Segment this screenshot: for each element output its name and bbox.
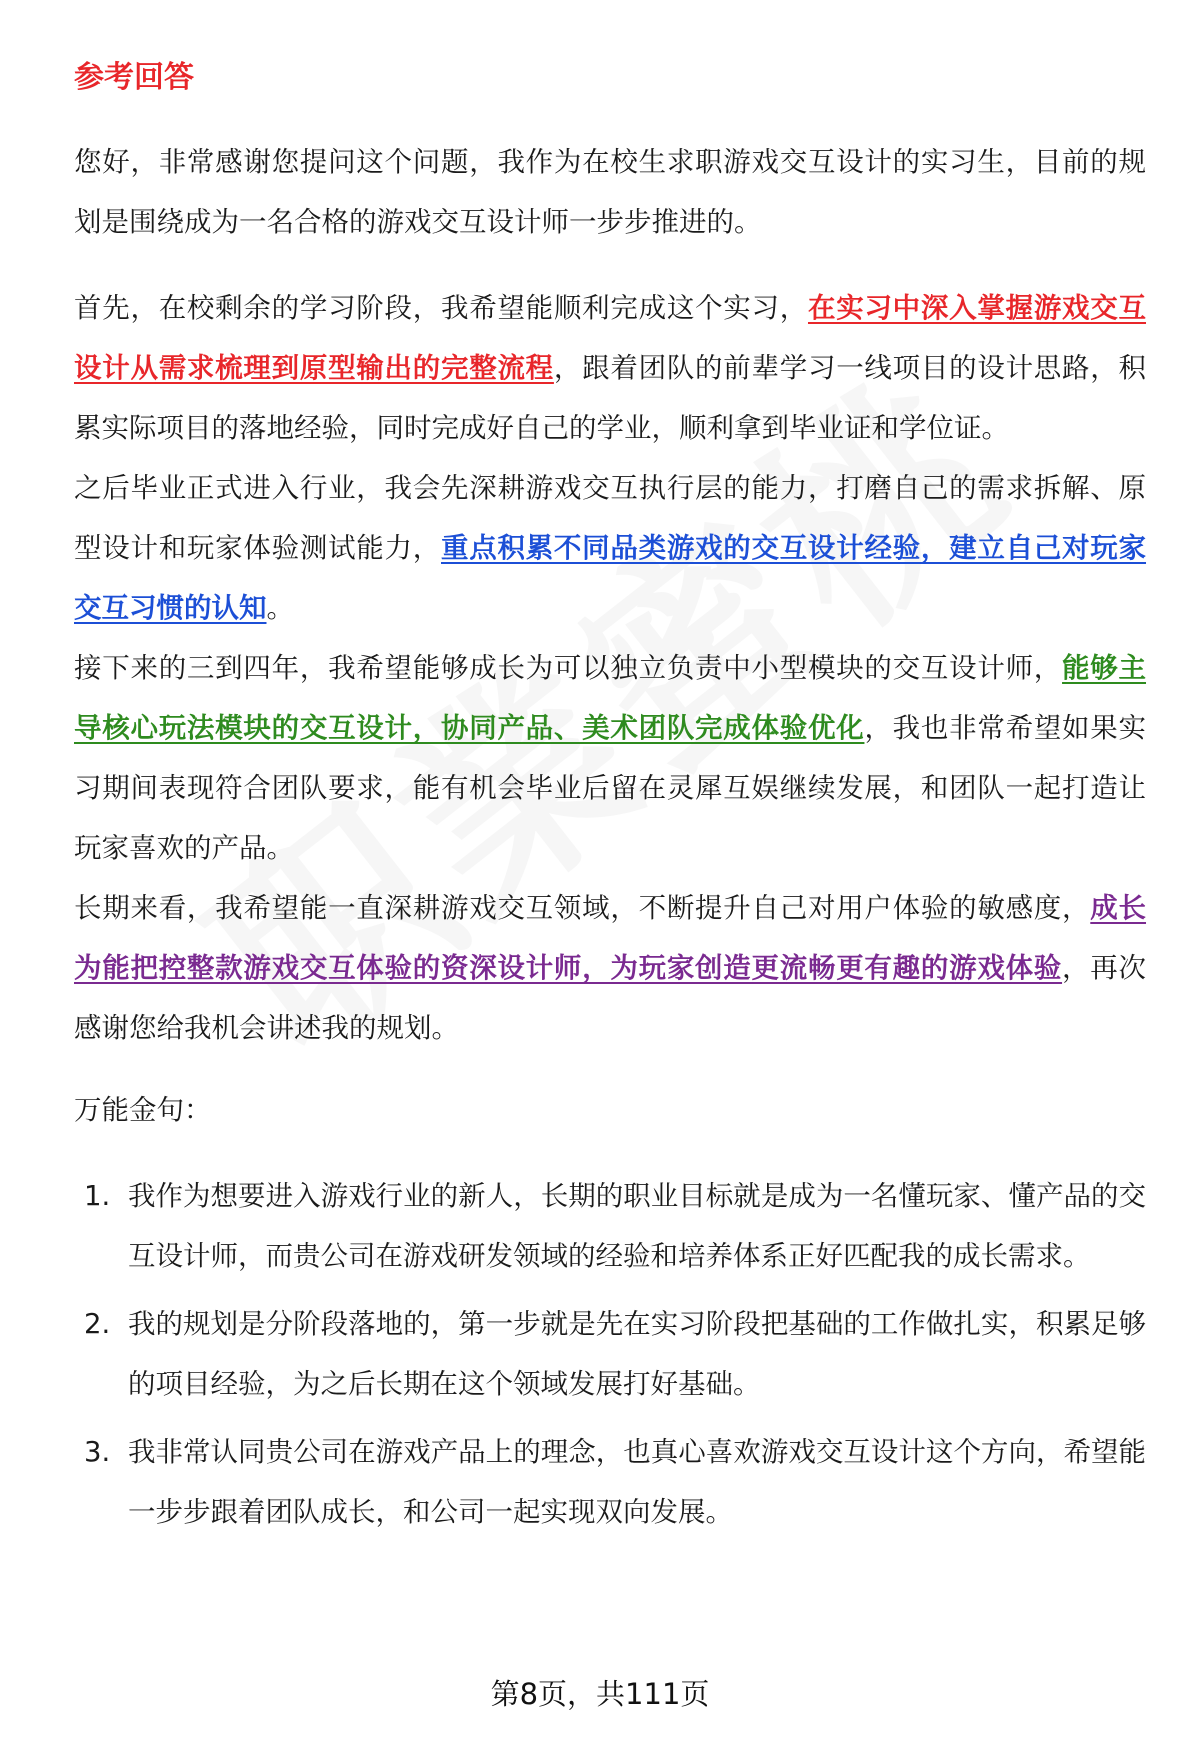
golden-sentences-list [74,1166,1146,1542]
list-number: 2. [84,1308,111,1340]
list-number: 1. [84,1180,111,1212]
paragraph-text: ，再次感谢您给我机会讲述我的规划。 [74,952,1147,1044]
list-number: 3. [84,1436,111,1468]
golden-sentences-label: 万能金句： [74,1094,212,1126]
list-text: 我作为想要进入游戏行业的新人，长期的职业目标就是成为一名懂玩家、懂产品的交互设计师，而贵公司在游戏研发领域的经验和培养体系正好匹配我的成长需求。 [128,1180,1146,1272]
list-text: 我的规划是分阶段落地的，第一步就是先在实习阶段把基础的工作做扎实，积累足够的项目经验，为之后长期在这个领域发展打好基础。 [128,1308,1146,1400]
paragraph-stage-school [74,278,1146,458]
highlight-purple: 成长为能把控整款游戏交互体验的资深设计师，为玩家创造更流畅更有趣的游戏体验 [74,892,1147,984]
paragraph-intro: 您好，非常感谢您提问这个问题，我作为在校生求职游戏交互设计的实习生，目前的规划是围绕成为一名合格的游戏交互设计师一步步推进的。 [74,146,1146,238]
paragraph-text: 首先，在校剩余的学习阶段，我希望能顺利完成这个实习， [74,292,808,324]
paragraph-stage-graduate [74,458,1146,638]
paragraph-text: 长期来看，我希望能一直深耕游戏交互领域，不断提升自己对用户体验的敏感度， [74,892,1091,924]
section-heading: 参考回答 [74,60,194,95]
document-content [74,56,1146,1550]
paragraph-stage-longterm [74,878,1146,1058]
list-item [74,1422,1146,1542]
highlight-red: 在实习中深入掌握游戏交互设计从需求梳理到原型输出的完整流程 [74,292,1147,384]
paragraph-stage-midterm [74,638,1146,878]
paragraph-text: ，跟着团队的前辈学习一线项目的设计思路，积累实际项目的落地经验，同时完成好自己的学业，顺利拿到毕业证和学位证。 [74,352,1146,444]
list-item [74,1294,1146,1414]
paragraph-text: 接下来的三到四年，我希望能够成长为可以独立负责中小型模块的交互设计师， [74,652,1063,684]
highlight-blue: 重点积累不同品类游戏的交互设计经验，建立自己对玩家交互习惯的认知 [74,532,1147,624]
paragraph-text: 。 [266,592,294,624]
paragraph-text: ，我也非常希望如果实习期间表现符合团队要求，能有机会毕业后留在灵犀互娱继续发展，和团队一起打造让玩家喜欢的产品。 [74,712,1147,864]
list-text: 我非常认同贵公司在游戏产品上的理念，也真心喜欢游戏交互设计这个方向，希望能一步步跟着团队成长，和公司一起实现双向发展。 [128,1436,1146,1528]
list-item [74,1166,1146,1286]
highlight-green: 能够主导核心玩法模块的交互设计，协同产品、美术团队完成体验优化 [74,652,1147,744]
page-number-footer: 第8页，共111页 [490,1677,710,1711]
paragraph-text: 之后毕业正式进入行业，我会先深耕游戏交互执行层的能力，打磨自己的需求拆解、原型设计和玩家体验测试能力， [74,472,1146,564]
